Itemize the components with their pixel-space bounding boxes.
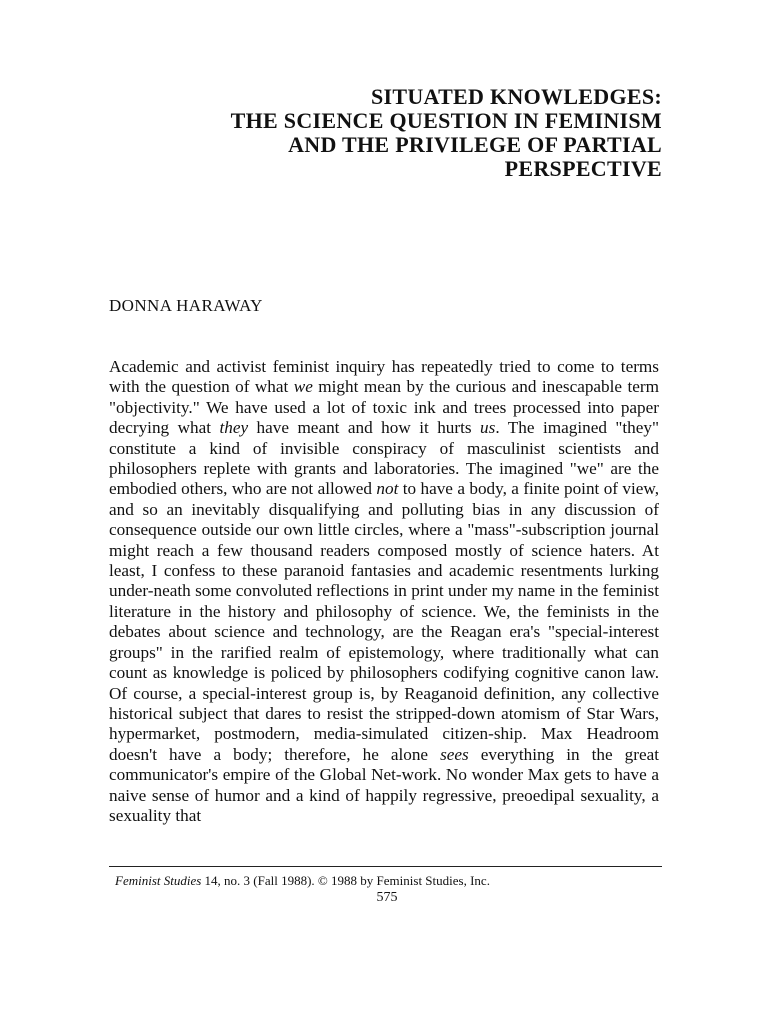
text-run: might mean by the curious and inescapable term "objectivity." We have used a lot of toxic ink and trees processed into paper decrying what: [109, 377, 659, 438]
author-name: DONNA HARAWAY: [109, 296, 263, 315]
text-run-italic: not: [376, 479, 399, 499]
article-title: [120, 85, 662, 181]
title-line: PERSPECTIVE: [504, 156, 662, 181]
title-line: THE SCIENCE QUESTION IN FEMINISM: [230, 108, 662, 133]
footnote-citation: [115, 873, 490, 888]
journal-name: Feminist Studies: [115, 873, 202, 888]
text-run: have meant and how it hurts: [248, 418, 481, 438]
footnote-divider: [109, 866, 662, 867]
text-run-italic: us: [480, 418, 496, 438]
text-run-italic: we: [293, 377, 313, 397]
text-run: everything in the great communicator's empire of the Global Net-work. No wonder Max gets to have a naive sense of humor and a kind of happily regressive, preoedipal sexuality, a sexuality that: [109, 744, 660, 825]
title-line: SITUATED KNOWLEDGES:: [370, 84, 662, 109]
text-run-italic: sees: [440, 744, 469, 764]
citation-details: 14, no. 3 (Fall 1988). © 1988 by Feminist Studies, Inc.: [201, 873, 490, 888]
text-run: Academic and activist feminist inquiry has repeatedly tried to come to terms with the question of what: [109, 357, 659, 397]
page-number: 575: [376, 890, 398, 905]
title-line: AND THE PRIVILEGE OF PARTIAL: [288, 132, 662, 157]
text-run-italic: they: [219, 418, 249, 438]
text-run: to have a body, a finite point of view, and so an inevitably disqualifying and polluting bias in any discussion of consequence outside our own little circles, where a "mass"-subscription journal might reach a few thousand readers composed mostly of science haters. At least, I confess to these paranoid fantasies and academic resentments lurking under-neath some convoluted reflections in print under my name in the feminist literature in the history and philosophy of science. We, the feminists in the debates about science and technology, are the Reagan era's "special-interest groups" in the rarified realm of epistemology, where traditionally what can count as knowledge is policed by philosophers codifying cognitive canon law. Of course, a special-interest group is, by Reaganoid definition, any collective historical subject that dares to resist the stripped-down atomism of Star Wars, hypermarket, postmodern, media-simulated citizen-ship. Max Headroom doesn't have a body; therefore, he alone: [109, 479, 659, 764]
body-paragraph: [109, 357, 659, 826]
text-run: . The imagined "they" constitute a kind of invisible conspiracy of masculinist scientists and philosophers replete with grants and laboratories. The imagined "we" are the embodied others, who are not allowed: [109, 418, 659, 499]
